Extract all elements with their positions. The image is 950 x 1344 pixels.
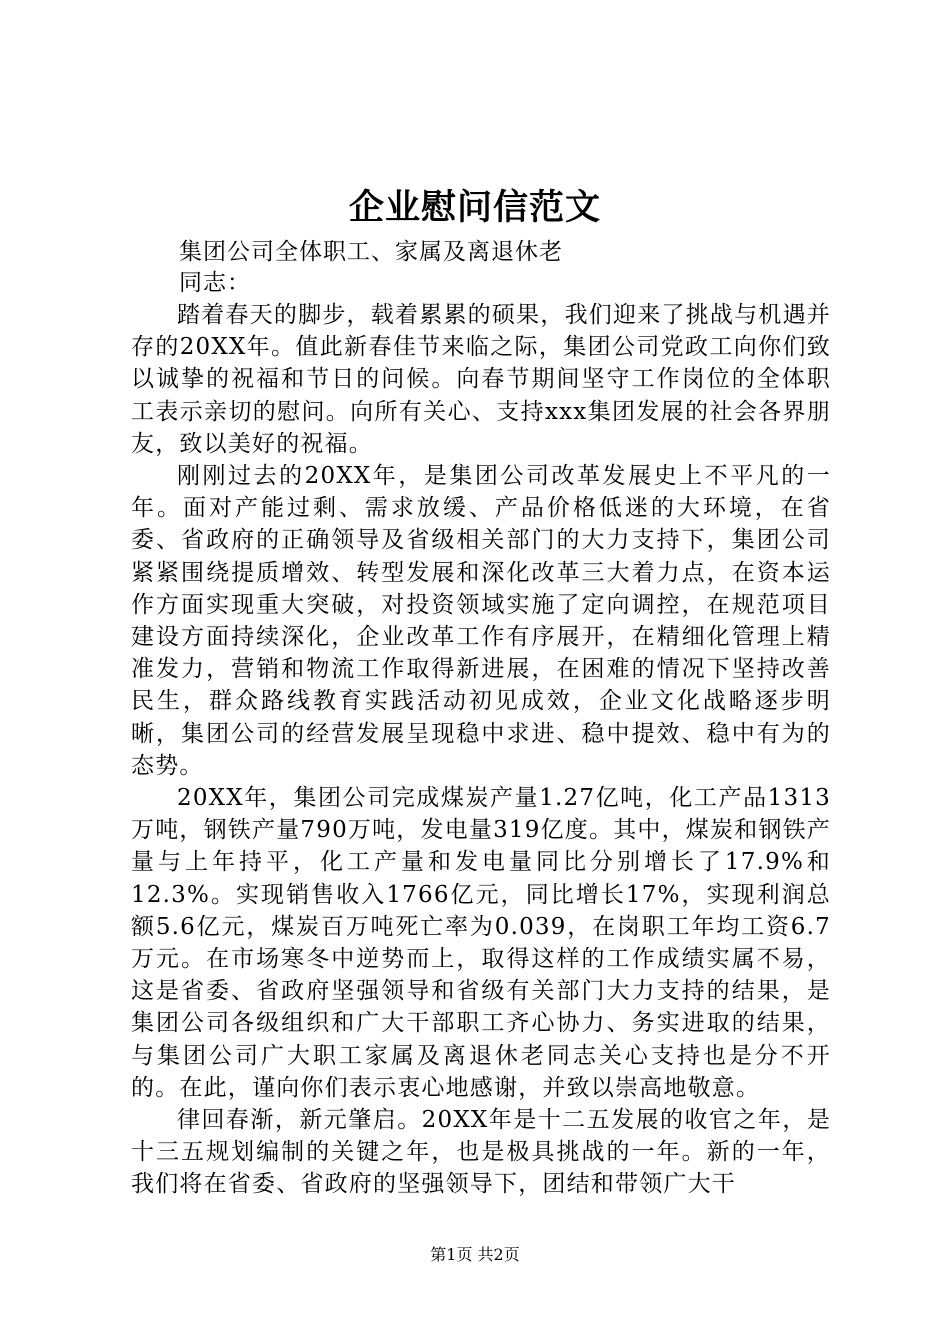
letter-body: [131, 299, 831, 1201]
greeting-line-2: 同志：: [179, 270, 251, 296]
paragraph-1: 踏着春天的脚步，载着累累的硕果，我们迎来了挑战与机遇并存的20XX年。值此新春佳节来临之际，集团公司党政工向你们致以诚挚的祝福和节日的问候。向春节期间坚守工作岗位的全体职工表示亲切的慰问。向所有关心、支持xxx集团发展的社会各界朋友，致以美好的祝福。: [131, 302, 831, 457]
page-footer: 第1页 共2页: [430, 1245, 520, 1264]
paragraph-3: 20XX年，集团公司完成煤炭产量1.27亿吨，化工产品1313万吨，钢铁产量790万吨，发电量319亿度。其中，煤炭和钢铁产量与上年持平，化工产量和发电量同比分别增长了17.9%和12.3%。实现销售收入1766亿元，同比增长17%，实现利润总额5.6亿元，煤炭百万吨死亡率为0.039，在岗职工年均工资6.7万元。在市场寒冬中逆势而上，取得这样的工作成绩实属不易，这是省委、省政府坚强领导和省级有关部门大力支持的结果，是集团公司各级组织和广大干部职工齐心协力、务实进取的结果，与集团公司广大职工家属及离退休老同志关心支持也是分不开的。在此，谨向你们表示衷心地感谢，并致以崇高地敬意。: [131, 785, 831, 1101]
paragraph-2: 刚刚过去的20XX年，是集团公司改革发展史上不平凡的一年。面对产能过剩、需求放缓、产品价格低迷的大环境，在省委、省政府的正确领导及省级相关部门的大力支持下，集团公司紧紧围绕提质增效、转型发展和深化改革三大着力点，在资本运作方面实现重大突破，对投资领域实施了定向调控，在规范项目建设方面持续深化，企业改革工作有序展开，在精细化管理上精准发力，营销和物流工作取得新进展，在困难的情况下坚持改善民生，群众路线教育实践活动初见成效，企业文化战略逐步明晰，集团公司的经营发展呈现稳中求进、稳中提效、稳中有为的态势。: [131, 463, 831, 779]
paragraph-4: 律回春渐，新元肇启。20XX年是十二五发展的收官之年，是十三五规划编制的关键之年，也是极具挑战的一年。新的一年，我们将在省委、省政府的坚强领导下，团结和带领广大干: [131, 1107, 831, 1198]
greeting-line-1: 集团公司全体职工、家属及离退休老: [179, 239, 563, 265]
document-title: 企业慰问信范文: [348, 187, 601, 228]
